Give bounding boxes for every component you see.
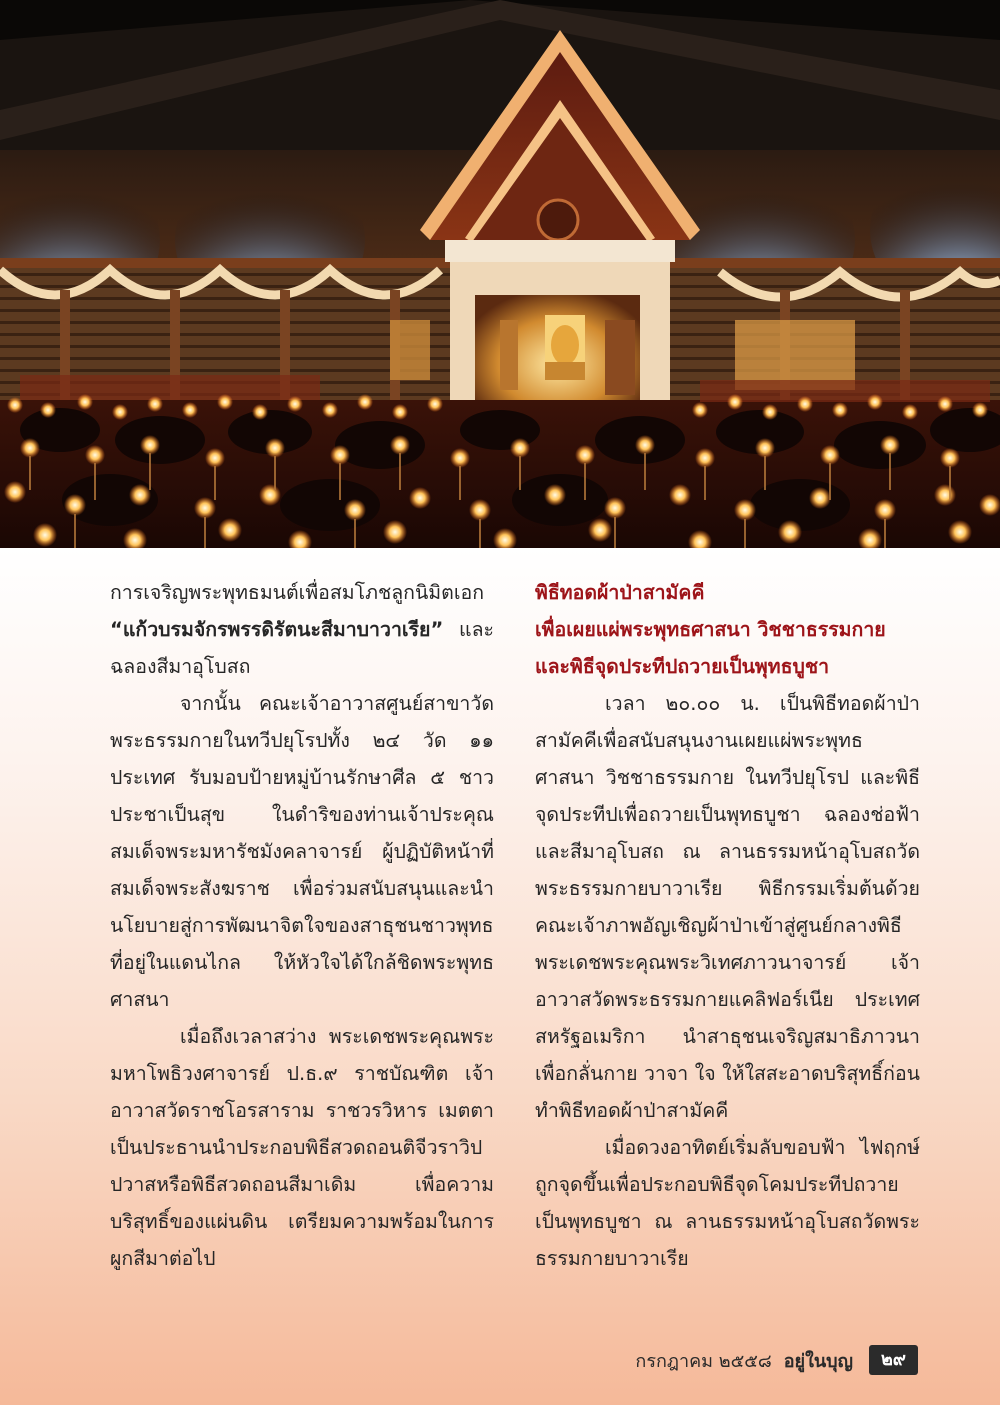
paragraph-dawn-ceremony: เมื่อถึงเวลาสว่าง พระเดชพระคุณพระมหาโพธิวงศาจารย์ ป.ธ.๙ ราชบัณฑิต เจ้าอาวาสวัดราชโอรสาราม ราชวรวิหาร เมตตาเป็นประธานนำประกอบพิธีสวดถอนติจีวราวิปปวาสหรือพิธีสวดถอนสีมาเดิม เพื่อความบริสุทธิ์ของแผ่นดิน เตรียมความพร้อมในการผูกสีมาต่อไป xyxy=(110,1025,494,1270)
magazine-name: อยู่ในบุญ xyxy=(783,1350,853,1372)
page-number: ๒๙ xyxy=(869,1345,918,1375)
page-footer xyxy=(635,1344,918,1376)
issue-date: กรกฎาคม ๒๕๕๘ xyxy=(635,1350,772,1372)
paragraph-candle-lighting: เมื่อดวงอาทิตย์เริ่มลับขอบฟ้า ไฟฤกษ์ถูกจุดขึ้นเพื่อประกอบพิธีจุดโคมประทีปถวายเป็นพุทธบูชา ณ ลานธรรมหน้าอุโบสถวัดพระธรรมกายบาวาเรีย xyxy=(535,1136,920,1270)
temple-night-scene xyxy=(0,0,1000,548)
quoted-title: “แก้วบรมจักรพรรดิรัตนะสีมาบาวาเรีย” xyxy=(110,618,444,641)
candle-ceremony-photo xyxy=(0,0,1000,548)
left-text-column xyxy=(110,574,494,1277)
paragraph-text: การเจริญพระพุทธมนต์เพื่อสมโภชลูกนิมิตเอก xyxy=(110,581,485,604)
paragraph-opening xyxy=(110,574,494,685)
paragraph-text: และฉลองสีมาอุโบสถ xyxy=(110,618,494,678)
paragraph-abbots: จากนั้น คณะเจ้าอาวาสศูนย์สาขาวัดพระธรรมกายในทวีปยุโรปทั้ง ๒๔ วัด ๑๑ ประเทศ รับมอบป้ายหมู่บ้านรักษาศีล ๕ ชาวประชาเป็นสุข ในดำริของท่านเจ้าประคุณสมเด็จพระมหารัชมังคลาจารย์ ผู้ปฏิบัติหน้าที่สมเด็จพระสังฆราช เพื่อร่วมสนับสนุนและนำนโยบายสู่การพัฒนาจิตใจของสาธุชนชาวพุทธที่อยู่ในแดนไกล ให้หัวใจได้ใกล้ชิดพระพุทธศาสนา xyxy=(110,692,494,1011)
paragraph-robe-offering: เวลา ๒๐.๐๐ น. เป็นพิธีทอดผ้าป่าสามัคคีเพื่อสนับสนุนงานเผยแผ่พระพุทธศาสนา วิชชาธรรมกาย ในทวีปยุโรป และพิธีจุดประทีปเพื่อถวายเป็นพุทธบูชา ฉลองช่อฟ้าและสีมาอุโบสถ ณ ลานธรรมหน้าอุโบสถวัดพระธรรมกายบาวาเรีย พิธีกรรมเริ่มต้นด้วยคณะเจ้าภาพอัญเชิญผ้าป่าเข้าสู่ศูนย์กลางพิธีพระเดชพระคุณพระวิเทศภาวนาจารย์ เจ้าอาวาสวัดพระธรรมกายแคลิฟอร์เนีย ประเทศสหรัฐอเมริกา นำสาธุชนเจริญสมาธิภาวนาเพื่อกลั่นกาย วาจา ใจ ให้ใสสะอาดบริสุทธิ์ก่อนทำพิธีทอดผ้าป่าสามัคคี xyxy=(535,692,920,1122)
section-heading-line-2: เพื่อเผยแผ่พระพุทธศาสนา วิชชาธรรมกาย xyxy=(535,618,886,641)
section-heading-line-3: และพิธีจุดประทีปถวายเป็นพุทธบูชา xyxy=(535,655,830,678)
right-text-column xyxy=(535,574,920,1277)
section-heading-line-1: พิธีทอดผ้าป่าสามัคคี xyxy=(535,581,705,604)
